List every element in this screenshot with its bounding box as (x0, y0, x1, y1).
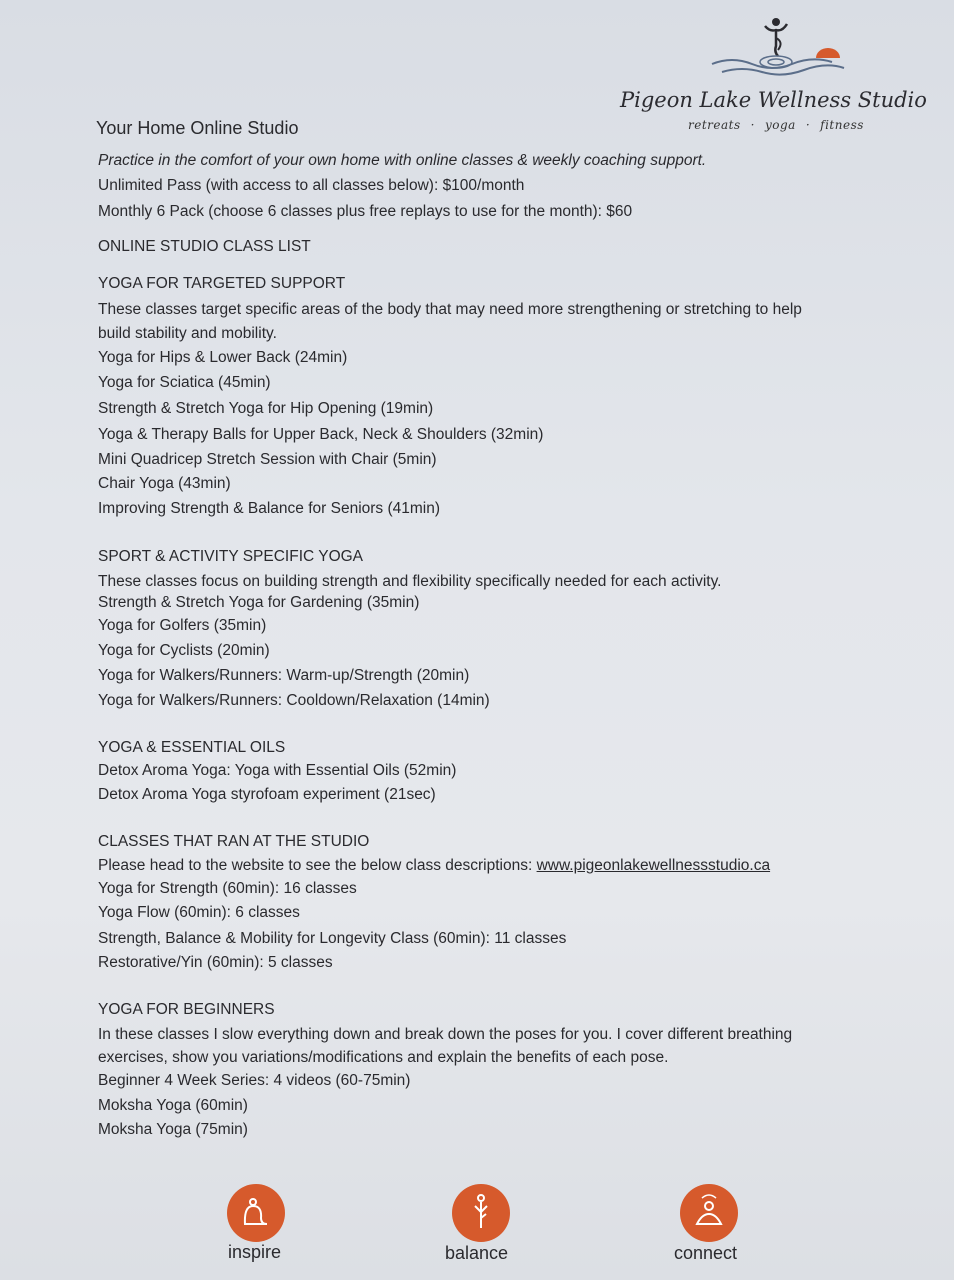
tagline-separator: · (805, 118, 811, 132)
section-heading-oils: YOGA & ESSENTIAL OILS (98, 739, 286, 756)
connect-badge (680, 1184, 738, 1242)
class-item: Yoga for Strength (60min): 16 classes (98, 880, 357, 897)
connect-label: connect (674, 1243, 738, 1263)
lake-figure-icon (708, 12, 848, 86)
class-list-heading: ONLINE STUDIO CLASS LIST (98, 238, 311, 255)
section-heading-beginners: YOGA FOR BEGINNERS (98, 1001, 275, 1018)
section-heading-targeted: YOGA FOR TARGETED SUPPORT (98, 275, 346, 292)
logo-wordmark: Pigeon Lake Wellness Studio (620, 88, 927, 112)
class-item: Detox Aroma Yoga: Yoga with Essential Oils (52min) (98, 762, 457, 779)
studio-logo (612, 10, 942, 134)
class-item: Chair Yoga (43min) (98, 475, 231, 492)
class-item: Mini Quadricep Stretch Session with Chair (5min) (98, 451, 437, 468)
balance-label: balance (445, 1243, 509, 1263)
class-item: Yoga for Walkers/Runners: Cooldown/Relaxation (14min) (98, 692, 490, 709)
balance-badge (452, 1184, 510, 1242)
unlimited-pass: Unlimited Pass (with access to all classes below): $100/month (98, 177, 525, 194)
seated-figure-icon (227, 1184, 285, 1242)
standing-figure-icon (452, 1184, 510, 1242)
section-desc: In these classes I slow everything down and break down the poses for you. I cover different breathing (98, 1026, 793, 1043)
monthly-pack: Monthly 6 Pack (choose 6 classes plus free replays to use for the month): $60 (98, 203, 633, 220)
intro-text: Practice in the comfort of your own home with online classes & weekly coaching support. (98, 152, 707, 169)
class-item: Yoga for Sciatica (45min) (98, 374, 271, 391)
class-item: Moksha Yoga (60min) (98, 1097, 248, 1114)
logo-tagline (688, 118, 864, 132)
section-desc (98, 857, 770, 875)
meditating-figure-icon (680, 1184, 738, 1242)
class-item: Yoga & Therapy Balls for Upper Back, Neck & Shoulders (32min) (98, 426, 544, 443)
class-item: Yoga for Hips & Lower Back (24min) (98, 349, 348, 366)
class-item: Strength & Stretch Yoga for Hip Opening (19min) (98, 400, 434, 417)
studio-desc-text: Please head to the website to see the below class descriptions: (98, 857, 537, 874)
inspire-badge (227, 1184, 285, 1242)
class-item: Detox Aroma Yoga styrofoam experiment (21sec) (98, 786, 436, 803)
section-desc: build stability and mobility. (98, 325, 277, 342)
class-item: Moksha Yoga (75min) (98, 1121, 248, 1138)
inspire-label: inspire (228, 1242, 282, 1262)
tagline-yoga: yoga (764, 118, 796, 132)
section-heading-sport: SPORT & ACTIVITY SPECIFIC YOGA (98, 548, 364, 565)
tagline-separator: · (750, 118, 755, 132)
class-item: Beginner 4 Week Series: 4 videos (60-75min) (98, 1072, 411, 1089)
tagline-retreats: retreats (688, 118, 741, 132)
section-desc: These classes focus on building strength and flexibility specifically needed for each activity. (98, 573, 722, 590)
class-item: Yoga for Walkers/Runners: Warm-up/Strength (20min) (98, 667, 470, 684)
section-desc: exercises, show you variations/modifications and explain the benefits of each pose. (98, 1049, 669, 1066)
class-item: Yoga Flow (60min): 6 classes (98, 904, 300, 921)
page-title: Your Home Online Studio (96, 118, 299, 138)
section-heading-studio: CLASSES THAT RAN AT THE STUDIO (98, 833, 370, 850)
class-item: Strength & Stretch Yoga for Gardening (35min) (98, 594, 420, 611)
class-item: Improving Strength & Balance for Seniors (41min) (98, 500, 441, 517)
class-item: Yoga for Golfers (35min) (98, 617, 267, 634)
website-link[interactable]: www.pigeonlakewellnessstudio.ca (536, 857, 771, 874)
class-item: Restorative/Yin (60min): 5 classes (98, 954, 333, 971)
section-desc: These classes target specific areas of the body that may need more strengthening or stretching to help (98, 301, 802, 318)
tagline-fitness: fitness (820, 118, 864, 132)
class-item: Yoga for Cyclists (20min) (98, 642, 270, 659)
class-item: Strength, Balance & Mobility for Longevity Class (60min): 11 classes (98, 930, 567, 947)
